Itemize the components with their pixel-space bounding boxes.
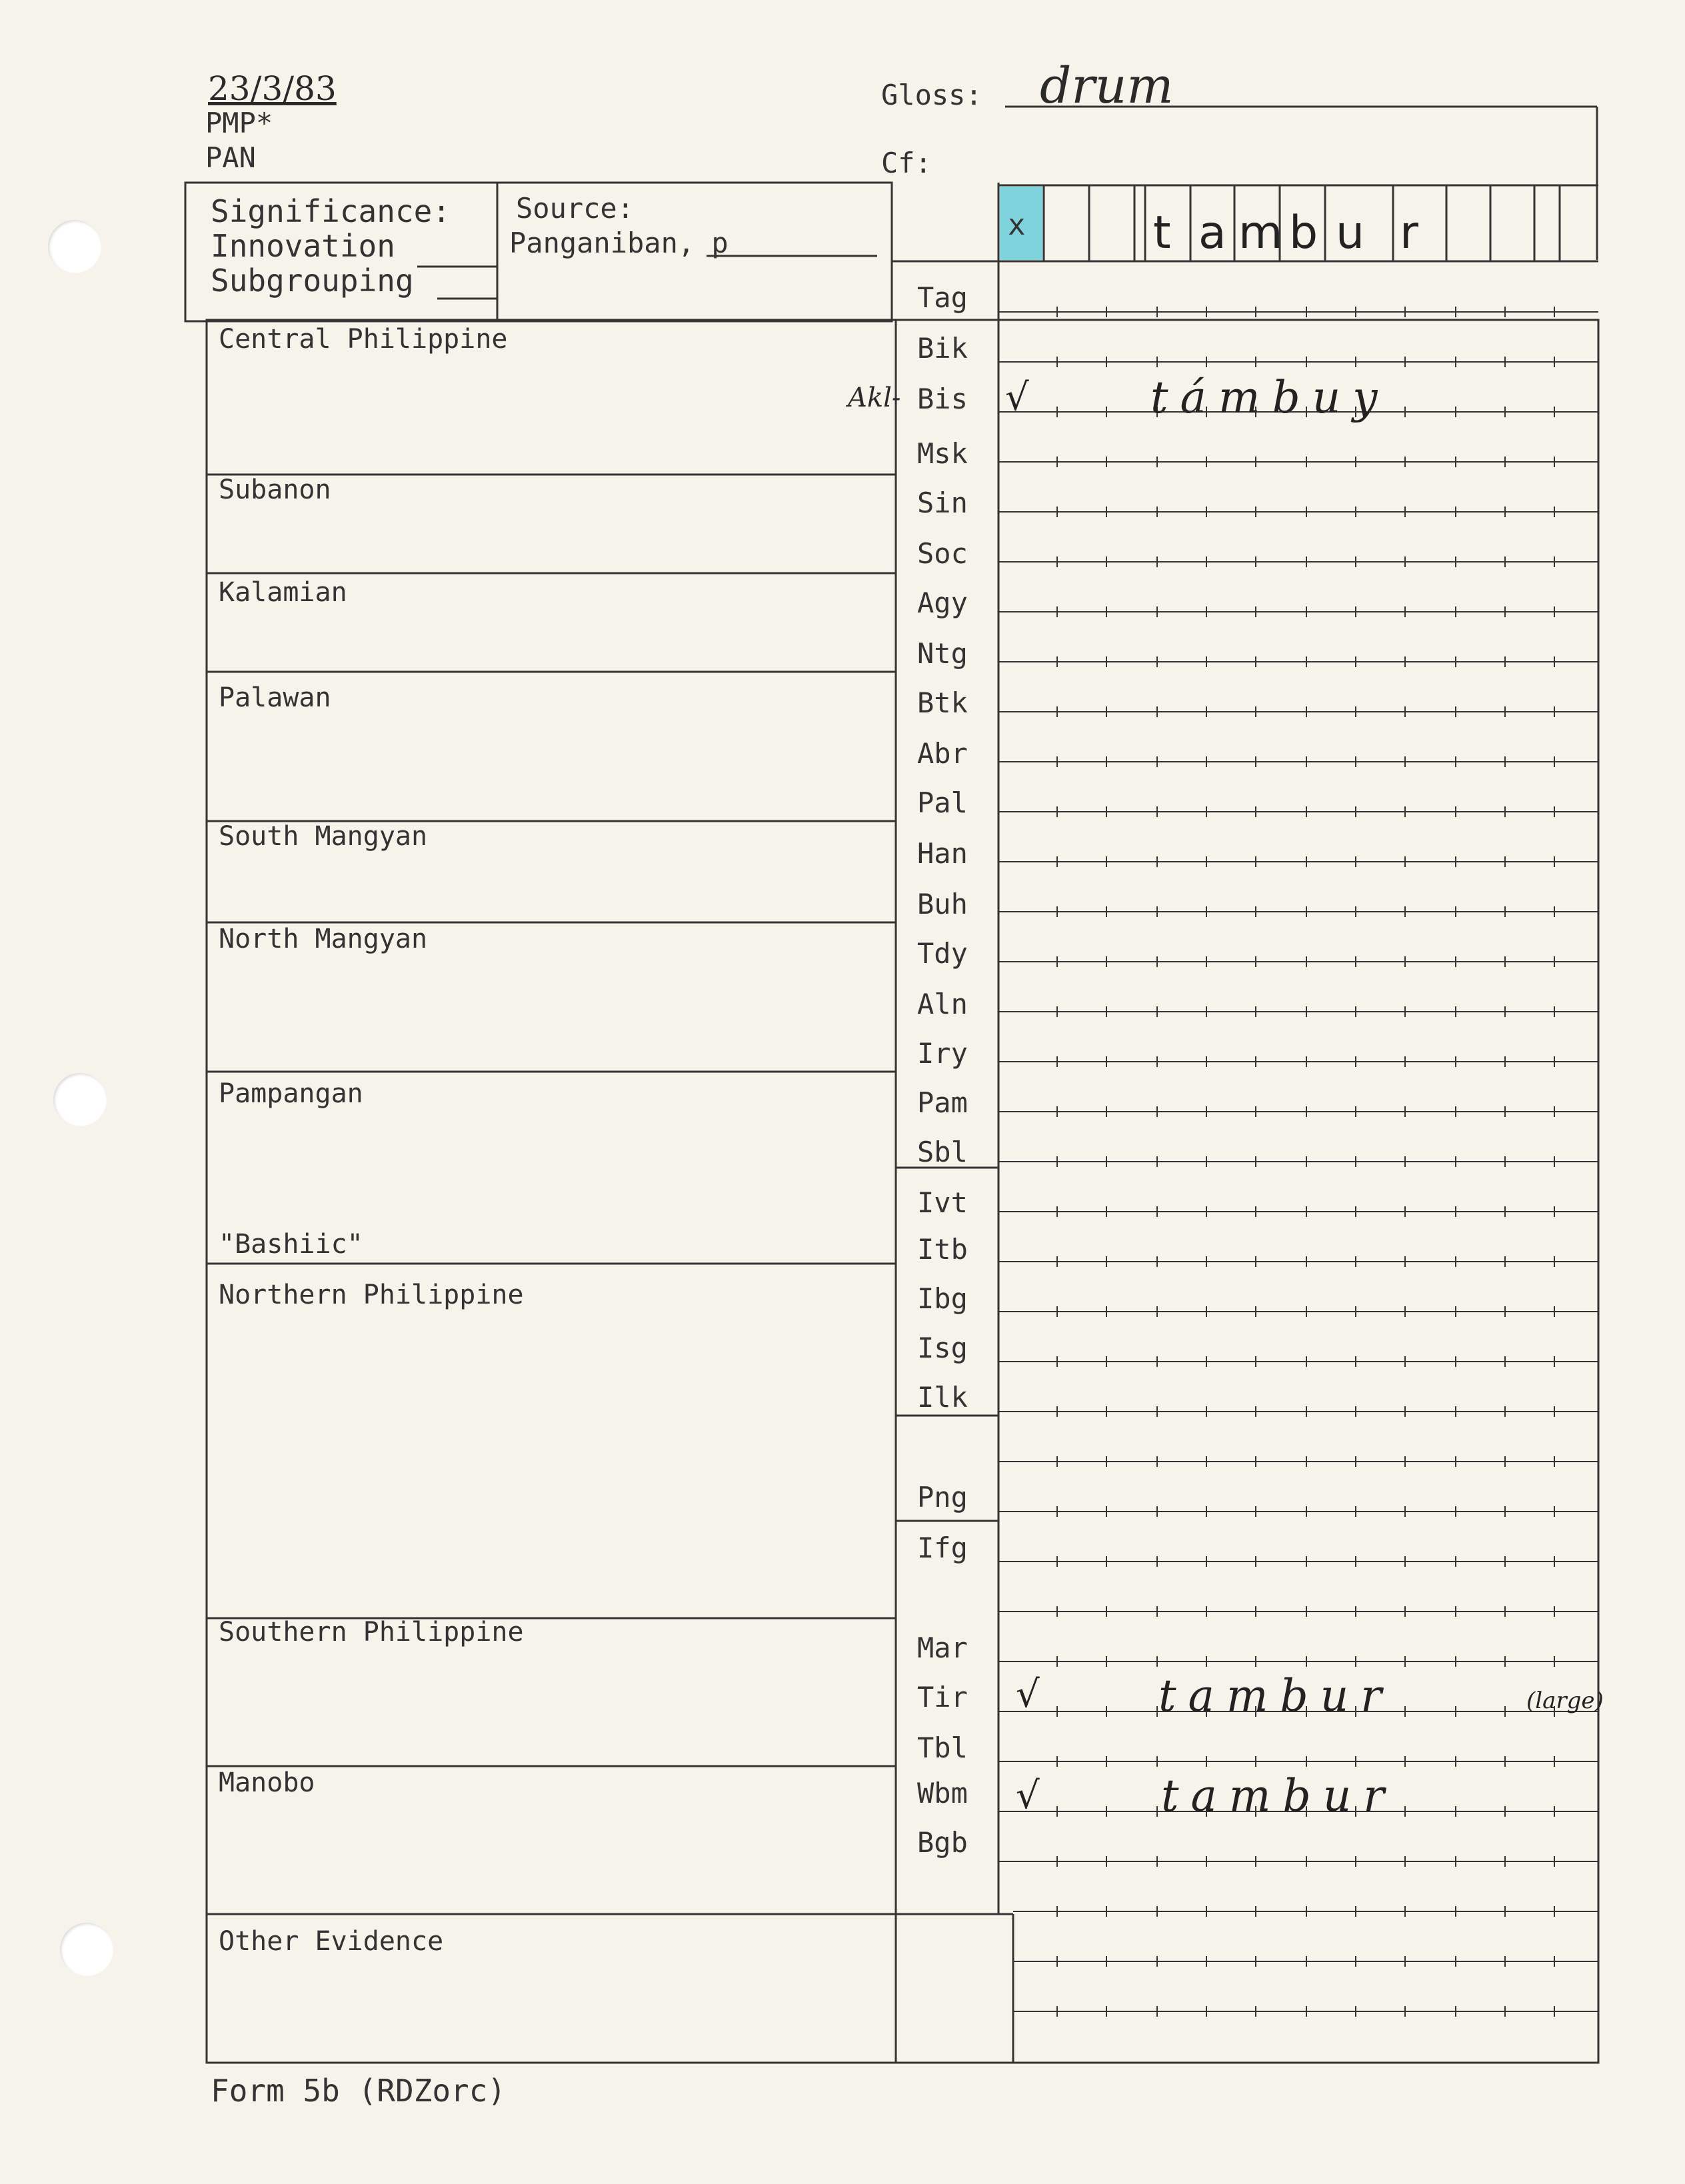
- innovation-label: Innovation: [211, 228, 395, 264]
- header-letter-5: u: [1336, 207, 1365, 259]
- lang-bis: Bis: [917, 383, 968, 415]
- gloss-value: drum: [1040, 57, 1174, 115]
- lang-sbl: Sbl: [917, 1136, 968, 1168]
- bis-form: támbuy: [1150, 372, 1390, 423]
- lang-ibg: Ibg: [917, 1282, 968, 1315]
- group-pampangan: Pampangan: [219, 1078, 363, 1109]
- marker-x: x: [1008, 208, 1026, 242]
- tir-note: (large): [1526, 1687, 1604, 1714]
- wbm-check: √: [1016, 1774, 1040, 1817]
- gloss-label: Gloss:: [881, 79, 982, 111]
- group-manobo: Manobo: [219, 1767, 315, 1798]
- group-northern-philippine: Northern Philippine: [219, 1280, 524, 1310]
- lang-tdy: Tdy: [917, 937, 968, 970]
- significance-label: Significance:: [211, 193, 451, 229]
- wbm-form: tambur: [1161, 1770, 1396, 1821]
- lang-ifg: Ifg: [917, 1532, 968, 1564]
- tir-form: tambur: [1158, 1670, 1394, 1721]
- lang-ivt: Ivt: [917, 1186, 968, 1219]
- date: 23/3/83: [208, 69, 337, 108]
- lang-agy: Agy: [917, 586, 968, 619]
- group-kalamian: Kalamian: [219, 577, 347, 608]
- group-palawan: Palawan: [219, 682, 331, 713]
- bis-prefix: Akl-: [848, 383, 901, 413]
- lang-iry: Iry: [917, 1037, 968, 1070]
- subgrouping-label: Subgrouping: [211, 263, 414, 299]
- group-bashiic: "Bashiic": [219, 1229, 363, 1260]
- group-central-philippine: Central Philippine: [219, 324, 508, 355]
- lang-sin: Sin: [917, 487, 968, 519]
- lang-msk: Msk: [917, 437, 968, 470]
- lang-wbm: Wbm: [917, 1777, 968, 1809]
- lang-btk: Btk: [917, 686, 968, 719]
- header-letter-1: t: [1153, 207, 1171, 259]
- pmp-label: PMP*: [205, 107, 273, 139]
- header-letter-6: r: [1400, 207, 1418, 259]
- group-north-mangyan: North Mangyan: [219, 924, 428, 954]
- lang-buh: Buh: [917, 888, 968, 920]
- group-southern-philippine: Southern Philippine: [219, 1617, 524, 1647]
- pan-label: PAN: [205, 141, 256, 174]
- lang-itb: Itb: [917, 1233, 968, 1266]
- lang-bik: Bik: [917, 332, 968, 365]
- lang-pal: Pal: [917, 786, 968, 819]
- cf-label: Cf:: [881, 147, 932, 179]
- lang-bgb: Bgb: [917, 1826, 968, 1859]
- lang-mar: Mar: [917, 1632, 968, 1664]
- group-other-evidence: Other Evidence: [219, 1926, 444, 1957]
- header-letter-2: a: [1198, 207, 1226, 259]
- group-south-mangyan: South Mangyan: [219, 821, 428, 852]
- lang-soc: Soc: [917, 537, 968, 570]
- lang-pam: Pam: [917, 1086, 968, 1119]
- lang-han: Han: [917, 837, 968, 870]
- lang-abr: Abr: [917, 737, 968, 770]
- lang-tag: Tag: [917, 281, 968, 314]
- lang-png: Png: [917, 1481, 968, 1514]
- tir-check: √: [1016, 1673, 1040, 1716]
- group-subanon: Subanon: [219, 475, 331, 505]
- form-footer: Form 5b (RDZorc): [211, 2073, 507, 2109]
- source-value: Panganiban, p: [509, 227, 729, 259]
- lang-isg: Isg: [917, 1332, 968, 1364]
- header-letter-4: b: [1289, 207, 1318, 259]
- bis-check: √: [1005, 376, 1029, 419]
- lang-ntg: Ntg: [917, 637, 968, 670]
- source-label: Source:: [516, 192, 635, 225]
- lang-tir: Tir: [917, 1681, 968, 1713]
- lang-tbl: Tbl: [917, 1731, 968, 1764]
- lang-aln: Aln: [917, 988, 968, 1020]
- lang-ilk: Ilk: [917, 1381, 968, 1414]
- header-letter-3: m: [1238, 207, 1283, 259]
